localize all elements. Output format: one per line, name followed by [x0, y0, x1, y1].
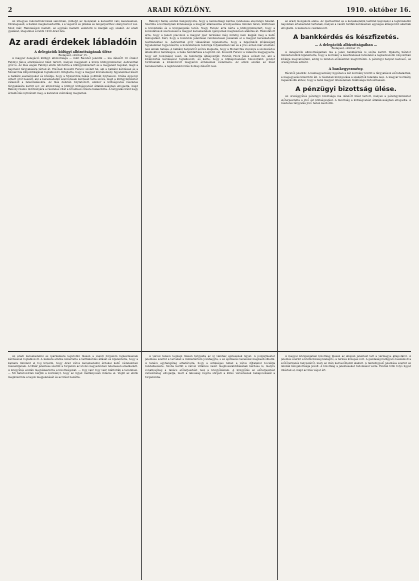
section-headline: A bankkérdés és készfizetés.	[293, 33, 399, 42]
section-headline: Az aradi érdekek lábladóin	[9, 37, 137, 48]
page-header	[8, 4, 411, 17]
bottom-column-3	[281, 355, 411, 577]
dateline: Budapest, október 15.	[58, 53, 88, 57]
bottom-column-2	[145, 355, 275, 577]
article-body: A delegációk albizottságaiban ma a jelen bankkérdés is szóba került. Wekerle Sándor miniszterelnök kijelentette, hogy a kormány a készfizetések felvételét a legkedvezőbb időpontban kívánja megvalósítani, addig is minden előkészület megtörténik. A pénzügyi helyzet kedvező, az ország hitele szilárd.	[281, 50, 411, 65]
section-headline: A pénzügyi bizottság ülése.	[295, 85, 397, 94]
column-2	[145, 20, 275, 350]
minor-headline: A bankegyezmény.	[328, 66, 364, 71]
article-body: A városi tanács tegnapi ülésén tárgyalta az új vámház építésének ügyét. A polgármester jelentése szerint a terveket a minisztérium jóváhagyta, s az építkezés tavasszal megkezdődhetik. A tanács egyhangúlag elhatározta, hogy a szükséges telket a város díjtalanul bocsátja rendelkezésre. Szóba került a városi villamos vasút meghosszabbításának kérdése is, melyre vonatkozólag a tanács előterjesztést tesz a közgyűlésnek. A közgyűlés az előterjesztést valószínűleg elfogadja, mert a lakosság régóta sürgeti a külső városrészek bekapcsolását a forgalomba.	[145, 355, 275, 379]
column-3	[281, 20, 411, 350]
issue-date: 1910. október 16.	[346, 6, 411, 14]
article-body: A megyei közigazgatási bizottság ülésén az alispán jelentést tett a vármegye állapotáról. A jelentés szerint a közbiztonság kielégítő, a termés közepes volt. A gazdasági felügyelő beszámolt a szőlőtermelés helyzetéről, mely az idén kedvezőtlenül alakult. A tanfelügyelő jelentése szerint az iskolák látogatottsága javult. A bizottság a jelentéseket tudomásul vette. Ezután több folyó ügyet intéztek el, majd az ülés véget ért.	[281, 355, 411, 372]
article-subhead: A delegációk külügyi albizottságának ülése	[34, 49, 112, 54]
page-number: 2	[8, 6, 13, 14]
article-continuation: Az útlegyes rekonstrukciónak sancnban, mihelyt az mozzanat a keresztül való kezelésében, fölöslegeseit, a hamisi megkereszteltük, s a végeiről és pilánás és tengerparthoz okáig harcot vez. Most már, Hamisságok mellett, az egymás melletti eszközök is kiadják egy szakét. Az aradi gyalázat, idegenhez a rabbi 1910 Arad felé.	[8, 20, 138, 34]
article-body: Az országgyűlés pénzügyi bizottsága ma délelőtt ülést tartott, melyen a pénzügyminiszter előterjesztette a jövő évi költségvetést. A bizottság a költségvetést általánosságban elfogadta. A részletes tárgyalás jövő héten kezdődik.	[281, 95, 411, 106]
article-continuation: az aradi mozgalom elébe. Az ipartestület és a kereskedelmi testület képviselői a legközelebbi napokban értekezletet tartanak, melyen a vasúti tarifák kérdésében egységes álláspontot akarnak elfoglalni. A kamara is csatlakozott.	[281, 20, 411, 30]
bottom-column-1	[8, 355, 138, 577]
article-body: Az aradi kereskedelmi és iparkamara legutóbbi ülésén a vasúti forgalom fejlesztésének kérdésével foglalkozott. A kamara elnöke ismertette a tarifakérdés állását és kijelentette, hogy a kamara mindent el fog követni, hogy Arad város kereskedelmi érdekei kellő védelemben részesüljenek. A titkár jelentése szerint a forgalom az utolsó negyedévben tetemesen emelkedett. A közgyűlés ezután megválasztotta a bizottságokat. — Ugy van! Ugy van! kiáltották a teremben. — Mi határozottan kérjük a kormányt, hogy az ügyet méltányosan intézze el. Végül az elnök megköszönte a tagok megjelenését és az ülést bezárta.	[8, 355, 138, 379]
article-subhead: — A delegációk albizottságaiban —	[314, 43, 378, 48]
article-body: Bakonyi Samu ezután hangsúlyozta, hogy a nemzetiségi kérdés rendezése elsőrangú feladat. Szerinte a kormánynak kötelessége a magyar állameszme érvényesítése minden téren, különösen a közoktatás és a közigazgatás terén. Nagy Ferenc arra kérte a külügyminisztert, hogy a konzulátusok szervezését a magyar kereskedelem igényeinek megfelelően alakítsa át. Rámutatott arra, hogy a keleti piacokon a magyar ipar termékei még mindig nem kapják meg a kellő támogatást. Kéri, hogy a konzulok jelentései rendszeresen jussanak el a magyar kereskedelmi testületekhez is. Aehrenthal gróf válaszában kijelentette, hogy a felszólalók kívánságait figyelemmel fogja kísérni, a konzulátusok reformja folyamatban van és a jövő évben már érezhető lesz annak hatása. A balkáni helyzetről szólva kiemelte, hogy a Monarchia viszonya a szomszédos államokhoz barátságos, a béke fenntartása a legfőbb cél. Kossuth Ferenc a válaszra megjegyezte, hogy azt tudomásul veszi, de fenntartja álláspontját. Ezután Hock János szólalt fel, aki a kivándorlás kérdésével foglalkozott, és kérte, hogy a külképviseletek fokozottabb gondot fordítsanak a kivándorolt magyarok érdekeinek védelmére. Az elnök ezután az ülést berekesztette, a legközelebbi ülés holnap délelőtt lesz.	[145, 20, 275, 68]
newspaper-title: ARADI KÖZLÖNY.	[147, 6, 212, 14]
article-body: A magyar delegáció külügyi albizottsága — mint Bécsből jelentik — ma délelőtt 10 órakor Fabinyi János elnöklésével ülést tartott, melyen megjelent a közös külügyminiszter, Aehrenthal gróf is. Az ülés elején Fabinyi elnök üdvözölte a külügyminisztert és a megjelent tagokat, majd a napirend tárgyalására tértek át. Elsőnek Kossuth Ferenc szólalt fel, aki a balkáni kérdéssel és a Monarchia külpolitikájával foglalkozott. Kifejtette, hogy a magyar közvélemény figyelemmel kíséri a balkáni eseményeket és kívánja, hogy a Monarchia békés politikát folytasson. Utána Apponyi Albert gróf beszélt, aki a kereskedelmi szerződések kérdését tette szóvá, majd a külügyminiszter válaszolt a felszólalásokra. Az ülés délután folytatódott, amikor a költségvetés részletes tárgyalására került sor. Az albizottság a külügyi költségvetést általánosságban elfogadta, majd Bakonyi Samu indítványára a részletes vitát a következő ülésre halasztotta. A tárgyalás iránt nagy érdeklődés nyilvánult meg, a karzatok zsúfolásig megteltek.	[8, 57, 138, 95]
column-rule-1	[141, 20, 142, 580]
column-rule-2	[277, 20, 278, 580]
column-1	[8, 20, 138, 350]
article-body: Bécsből jelentik: A bankegyezmény ügyében a két kormány között a tárgyalások előrehaladtak, a megegyezés küszöbön áll. A részletek kidolgozása a szakértők feladata lesz. A magyar kormány ragaszkodik ahhoz, hogy a bank magyar intézeteinek önállósága biztosíttassék.	[281, 72, 411, 82]
dateline: Budapest, október 15.	[331, 47, 361, 51]
horizontal-rule	[8, 351, 411, 352]
